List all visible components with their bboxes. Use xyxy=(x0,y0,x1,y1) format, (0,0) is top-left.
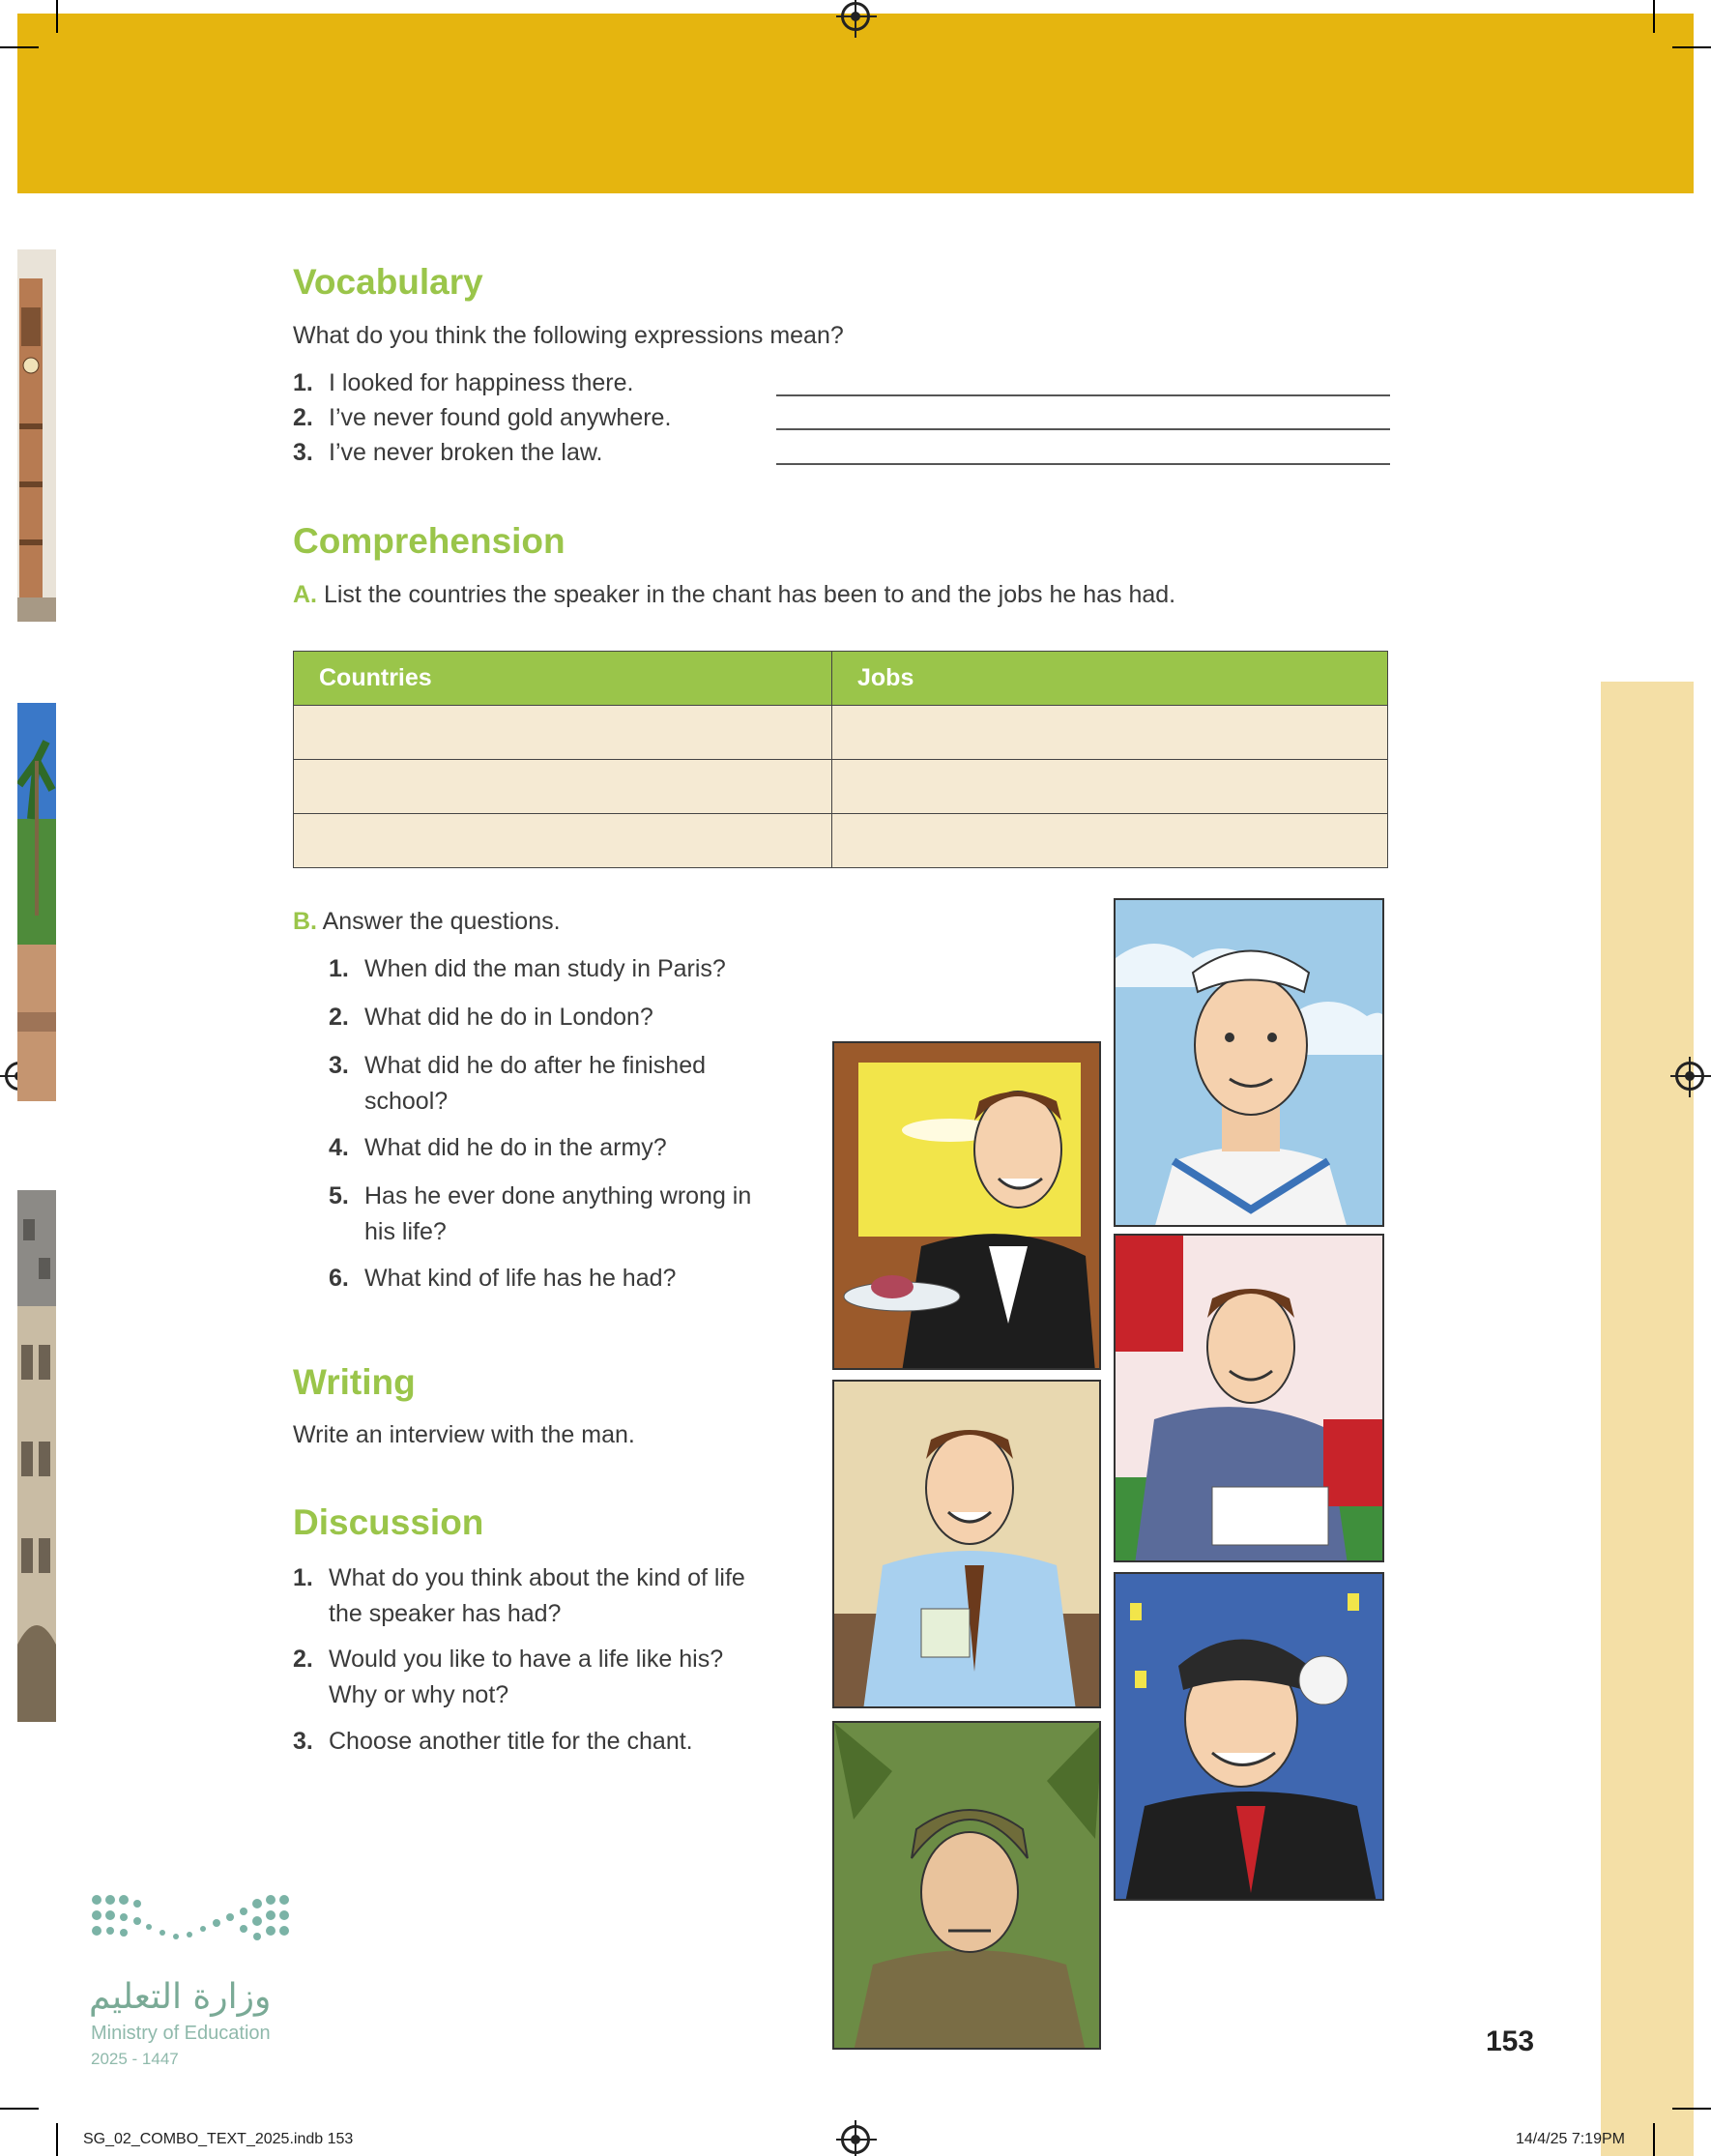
question-number: 2. xyxy=(329,1004,349,1031)
registration-mark-icon xyxy=(841,2,870,31)
question-number: 6. xyxy=(329,1265,349,1292)
question-text-continued: his life? xyxy=(364,1218,447,1245)
ministry-english-name: Ministry of Education xyxy=(91,2023,271,2044)
discussion-item xyxy=(293,1642,796,1713)
answer-line[interactable] xyxy=(776,428,1390,430)
question-item xyxy=(329,1261,783,1297)
palm-tree-photo-strip xyxy=(17,703,56,1101)
item-text: I looked for happiness there. xyxy=(329,369,634,396)
ministry-arabic-name: وزارة التعليم xyxy=(89,1977,272,2017)
side-band xyxy=(1601,682,1694,2156)
vocabulary-prompt: What do you think the following expressions mean? xyxy=(293,322,844,349)
crop-mark xyxy=(1653,2123,1655,2156)
question-item xyxy=(329,1048,783,1120)
crop-mark xyxy=(1672,2108,1711,2110)
sailor-illustration xyxy=(1114,898,1384,1227)
question-item xyxy=(329,1179,783,1250)
table-row xyxy=(294,706,1388,760)
countries-jobs-table xyxy=(293,651,1388,868)
crop-mark xyxy=(56,0,58,33)
question-text: What kind of life has he had? xyxy=(364,1265,677,1292)
crop-mark xyxy=(0,46,39,48)
instruction-text: Answer the questions. xyxy=(322,908,561,935)
item-text: I’ve never found gold anywhere. xyxy=(329,404,672,431)
question-text: What did he do in London? xyxy=(364,1004,653,1031)
table-cell[interactable] xyxy=(832,760,1388,814)
question-number: 1. xyxy=(293,1564,313,1591)
section-letter: B. xyxy=(293,908,317,935)
crop-mark xyxy=(56,2123,58,2156)
footer-date: 14/4/25 7:19PM xyxy=(1516,2131,1625,2147)
header-band xyxy=(17,14,1694,193)
column-header-jobs: Jobs xyxy=(832,652,1388,706)
chauffeur-illustration xyxy=(1114,1572,1384,1901)
comprehension-heading: Comprehension xyxy=(293,521,566,561)
crop-mark xyxy=(0,2108,39,2110)
question-text: Choose another title for the chant. xyxy=(329,1728,693,1755)
footer-file-info: SG_02_COMBO_TEXT_2025.indb 153 xyxy=(83,2131,354,2147)
crop-mark xyxy=(1672,46,1711,48)
question-text-continued: school? xyxy=(364,1088,449,1115)
clock-tower-photo-strip xyxy=(17,249,56,622)
page-number: 153 xyxy=(1486,2025,1535,2057)
discussion-heading: Discussion xyxy=(293,1502,484,1542)
question-text: Would you like to have a life like his? xyxy=(329,1646,724,1673)
question-item xyxy=(329,1130,783,1166)
question-number: 4. xyxy=(329,1134,349,1161)
item-number: 2. xyxy=(293,404,313,431)
question-number: 1. xyxy=(329,955,349,982)
table-cell[interactable] xyxy=(832,706,1388,760)
question-text-continued: Why or why not? xyxy=(329,1681,509,1708)
clerk-illustration xyxy=(1114,1234,1384,1562)
comprehension-b-instruction xyxy=(293,908,561,936)
table-row xyxy=(294,814,1388,868)
question-text: When did the man study in Paris? xyxy=(364,955,726,982)
question-text: Has he ever done anything wrong in xyxy=(364,1182,752,1209)
item-number: 1. xyxy=(293,369,313,396)
vocabulary-item xyxy=(293,369,633,397)
ministry-logo xyxy=(89,1890,292,1967)
discussion-item xyxy=(293,1560,796,1632)
question-number: 2. xyxy=(293,1646,313,1673)
question-text-continued: the speaker has had? xyxy=(329,1600,562,1627)
writing-heading: Writing xyxy=(293,1362,416,1402)
section-letter: A. xyxy=(293,581,317,608)
item-text: I’ve never broken the law. xyxy=(329,439,603,466)
item-number: 3. xyxy=(293,439,313,466)
answer-line[interactable] xyxy=(776,463,1390,465)
crop-mark xyxy=(1653,0,1655,33)
writing-prompt: Write an interview with the man. xyxy=(293,1421,635,1448)
vocabulary-item xyxy=(293,439,603,467)
question-text: What did he do after he finished xyxy=(364,1052,707,1079)
question-number: 5. xyxy=(329,1182,349,1209)
vocabulary-heading: Vocabulary xyxy=(293,262,483,302)
soldier-illustration xyxy=(832,1721,1101,2050)
waiter-illustration xyxy=(832,1041,1101,1370)
instruction-text: List the countries the speaker in the chant has been to and the jobs he has had. xyxy=(323,581,1176,608)
banker-illustration xyxy=(832,1380,1101,1708)
table-cell[interactable] xyxy=(294,760,832,814)
table-cell[interactable] xyxy=(294,706,832,760)
ministry-year: 2025 - 1447 xyxy=(91,2050,179,2068)
comprehension-a-instruction xyxy=(293,581,1175,609)
vocabulary-item xyxy=(293,404,671,432)
building-photo-strip xyxy=(17,1190,56,1722)
question-number: 3. xyxy=(293,1728,313,1755)
registration-mark-icon xyxy=(1675,1062,1704,1091)
discussion-item xyxy=(293,1724,796,1760)
question-number: 3. xyxy=(329,1052,349,1079)
answer-line[interactable] xyxy=(776,394,1390,396)
table-row xyxy=(294,760,1388,814)
question-item xyxy=(329,1000,783,1035)
table-cell[interactable] xyxy=(832,814,1388,868)
column-header-countries: Countries xyxy=(294,652,832,706)
table-cell[interactable] xyxy=(294,814,832,868)
question-text: What did he do in the army? xyxy=(364,1134,667,1161)
question-text: What do you think about the kind of life xyxy=(329,1564,745,1591)
question-item xyxy=(329,951,783,987)
registration-mark-icon xyxy=(841,2125,870,2154)
